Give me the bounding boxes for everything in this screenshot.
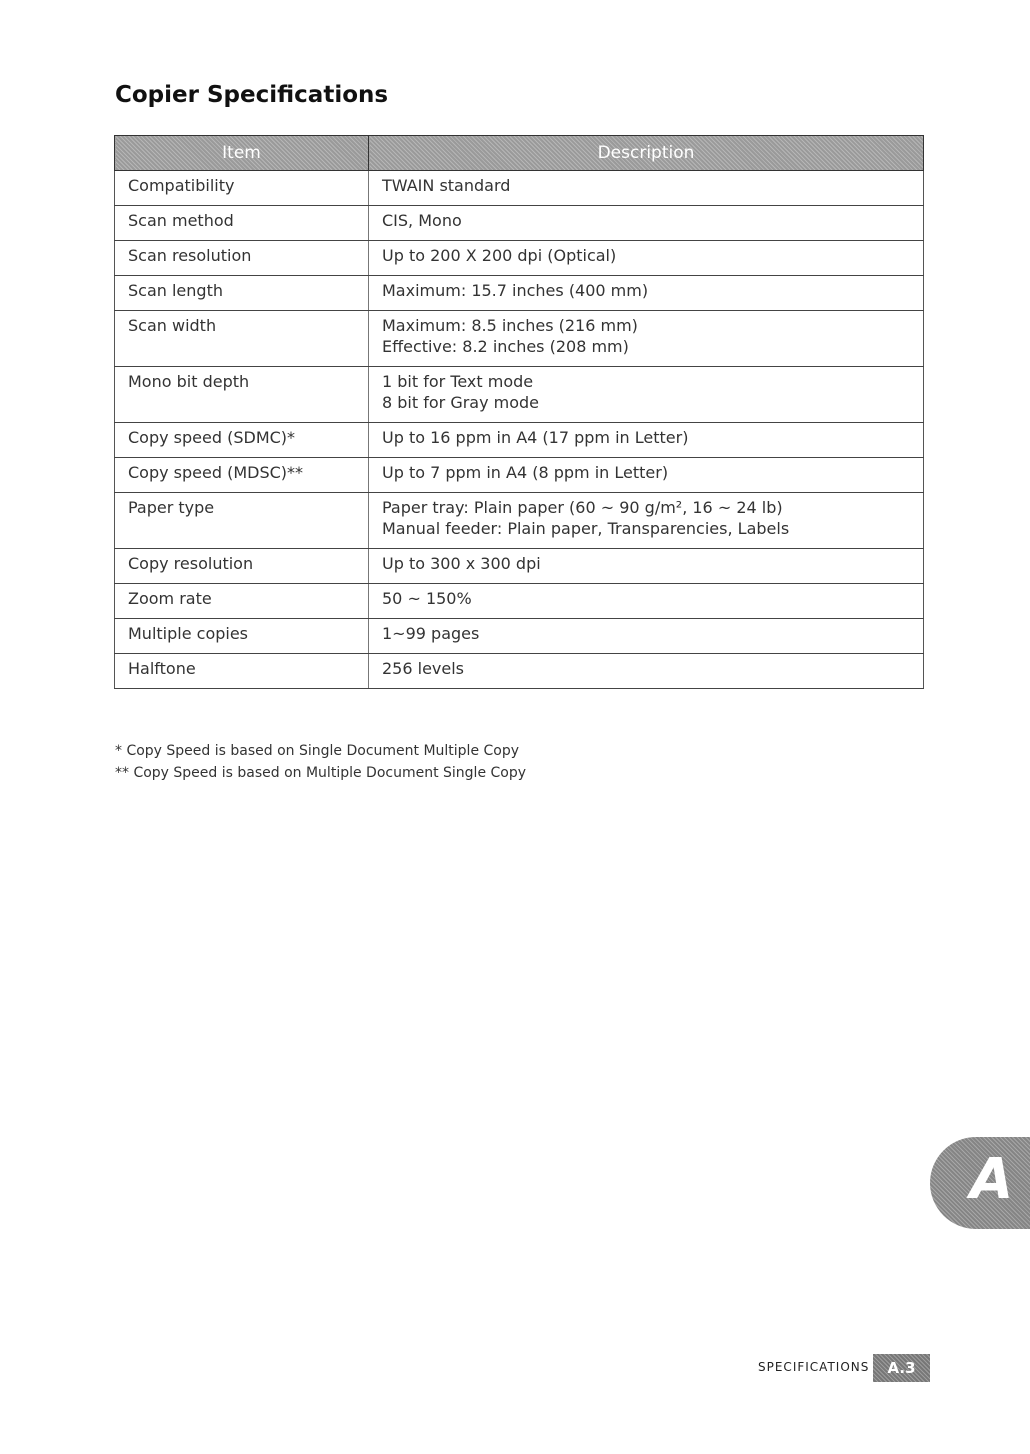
item-cell: Halftone <box>115 654 369 689</box>
page-title: Copier Specifications <box>115 82 389 108</box>
table-row <box>115 276 924 311</box>
description-line: CIS, Mono <box>382 211 462 230</box>
description-line: Maximum: 8.5 inches (216 mm) <box>382 316 638 335</box>
chapter-tab-letter: A <box>970 1147 1014 1212</box>
table-row <box>115 619 924 654</box>
description-line: 1~99 pages <box>382 624 480 643</box>
table-row <box>115 311 924 367</box>
description-line: Up to 7 ppm in A4 (8 ppm in Letter) <box>382 463 669 482</box>
item-cell: Paper type <box>115 493 369 549</box>
description-line: Up to 200 X 200 dpi (Optical) <box>382 246 617 265</box>
description-line: Up to 300 x 300 dpi <box>382 554 541 573</box>
chapter-tab <box>930 1137 1030 1229</box>
table-row <box>115 367 924 423</box>
description-line: TWAIN standard <box>382 176 511 195</box>
footer-section-label: SPECIFICATIONS <box>758 1360 870 1374</box>
description-line: 8 bit for Gray mode <box>382 393 540 412</box>
description-cell <box>369 619 924 654</box>
item-cell: Scan method <box>115 206 369 241</box>
description-cell <box>369 549 924 584</box>
item-cell: Copy resolution <box>115 549 369 584</box>
table-row <box>115 206 924 241</box>
description-cell <box>369 206 924 241</box>
footnote-mdsc: ** Copy Speed is based on Multiple Document Single Copy <box>115 765 527 781</box>
description-cell <box>369 493 924 549</box>
description-cell <box>369 276 924 311</box>
description-line: Up to 16 ppm in A4 (17 ppm in Letter) <box>382 428 689 447</box>
description-line: Maximum: 15.7 inches (400 mm) <box>382 281 649 300</box>
description-cell <box>369 241 924 276</box>
table-row <box>115 654 924 689</box>
item-cell: Scan length <box>115 276 369 311</box>
description-cell <box>369 367 924 423</box>
footnote-sdmc: * Copy Speed is based on Single Document Multiple Copy <box>115 743 520 759</box>
table-row <box>115 458 924 493</box>
description-cell <box>369 654 924 689</box>
description-line: Paper tray: Plain paper (60 ~ 90 g/m², 16 ~ 24 lb) <box>382 498 783 517</box>
table-row <box>115 584 924 619</box>
description-cell <box>369 423 924 458</box>
description-line: 256 levels <box>382 659 465 678</box>
description-line: Effective: 8.2 inches (208 mm) <box>382 337 629 356</box>
table-row <box>115 241 924 276</box>
description-line: Manual feeder: Plain paper, Transparencies, Labels <box>382 519 790 538</box>
table-header-row <box>115 136 924 171</box>
table-row <box>115 493 924 549</box>
footnotes <box>115 740 526 784</box>
page-number-badge: A.3 <box>873 1354 930 1382</box>
table-row <box>115 423 924 458</box>
item-cell: Copy speed (MDSC)** <box>115 458 369 493</box>
item-cell: Mono bit depth <box>115 367 369 423</box>
description-line: 1 bit for Text mode <box>382 372 534 391</box>
item-cell: Copy speed (SDMC)* <box>115 423 369 458</box>
table-row <box>115 549 924 584</box>
table-row <box>115 171 924 206</box>
item-cell: Multiple copies <box>115 619 369 654</box>
item-cell: Scan resolution <box>115 241 369 276</box>
item-cell: Scan width <box>115 311 369 367</box>
item-cell: Compatibility <box>115 171 369 206</box>
description-cell <box>369 458 924 493</box>
description-line: 50 ~ 150% <box>382 589 472 608</box>
column-header-item: Item <box>115 136 369 171</box>
item-cell: Zoom rate <box>115 584 369 619</box>
description-cell <box>369 311 924 367</box>
specifications-table <box>114 135 924 689</box>
column-header-description: Description <box>369 136 924 171</box>
description-cell <box>369 171 924 206</box>
description-cell <box>369 584 924 619</box>
